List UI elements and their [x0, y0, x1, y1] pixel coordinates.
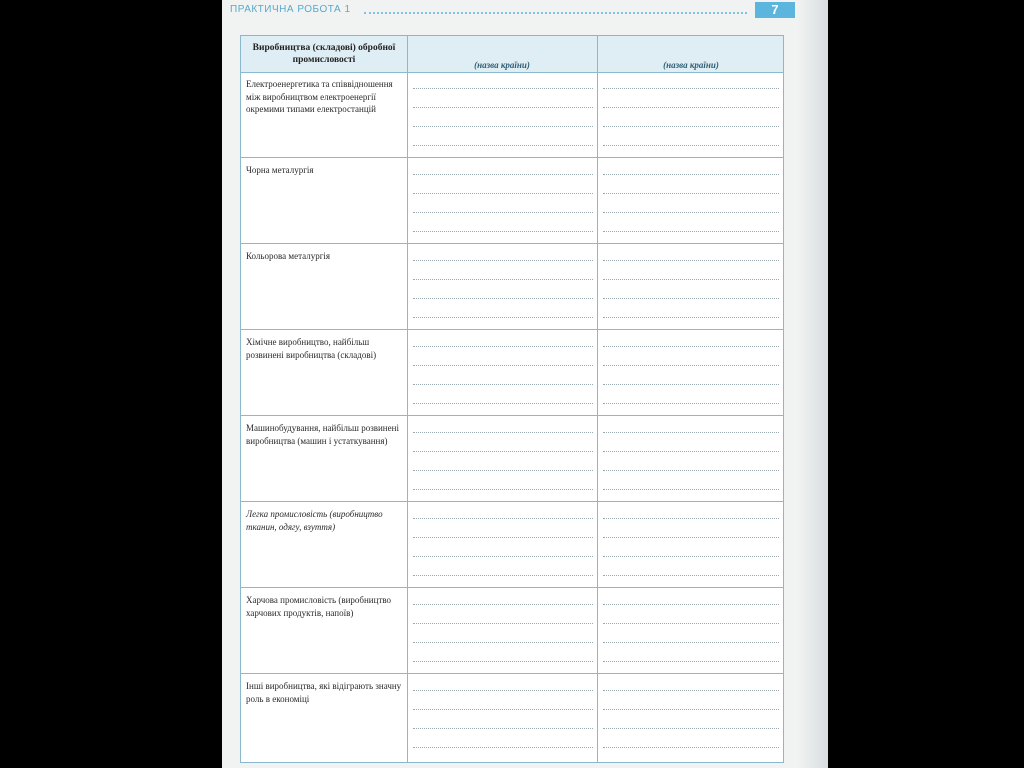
answer-line-country-1[interactable] — [413, 518, 593, 519]
answer-line-country-1[interactable] — [413, 728, 593, 729]
answer-line-country-2[interactable] — [603, 556, 779, 557]
answer-line-country-2[interactable] — [603, 518, 779, 519]
table-row — [241, 416, 783, 502]
answer-line-country-1[interactable] — [413, 279, 593, 280]
answer-line-country-1[interactable] — [413, 365, 593, 366]
answer-line-country-1[interactable] — [413, 126, 593, 127]
answer-line-country-2[interactable] — [603, 604, 779, 605]
answer-line-country-2[interactable] — [603, 575, 779, 576]
answer-line-country-1[interactable] — [413, 623, 593, 624]
answer-line-country-1[interactable] — [413, 403, 593, 404]
answer-line-country-2[interactable] — [603, 470, 779, 471]
answer-line-country-1[interactable] — [413, 212, 593, 213]
answer-line-country-1[interactable] — [413, 231, 593, 232]
header-dotted-rule — [364, 6, 747, 14]
answer-line-country-1[interactable] — [413, 384, 593, 385]
row-label: Машинобудування, найбільш розвинені виробництва (машин і устаткування) — [246, 423, 399, 446]
answer-line-country-2[interactable] — [603, 537, 779, 538]
answer-line-country-2[interactable] — [603, 384, 779, 385]
header-cell-industries: Виробництва (складові) обробної промисловості — [252, 43, 396, 65]
table-row — [241, 244, 783, 330]
answer-line-country-2[interactable] — [603, 107, 779, 108]
answer-line-country-2[interactable] — [603, 88, 779, 89]
row-label: Харчова промисловість (виробництво харчових продуктів, напоїв) — [246, 595, 392, 618]
answer-line-country-1[interactable] — [413, 470, 593, 471]
answer-line-country-1[interactable] — [413, 88, 593, 89]
table-row — [241, 674, 783, 762]
answer-line-country-2[interactable] — [603, 260, 779, 261]
industry-comparison-table — [240, 35, 784, 763]
answer-line-country-2[interactable] — [603, 317, 779, 318]
table-row — [241, 330, 783, 416]
answer-line-country-2[interactable] — [603, 623, 779, 624]
table-row — [241, 588, 783, 674]
section-title: ПРАКТИЧНА РОБОТА 1 — [230, 4, 351, 15]
answer-line-country-2[interactable] — [603, 489, 779, 490]
answer-line-country-2[interactable] — [603, 709, 779, 710]
answer-line-country-1[interactable] — [413, 661, 593, 662]
answer-line-country-2[interactable] — [603, 193, 779, 194]
answer-line-country-1[interactable] — [413, 260, 593, 261]
answer-line-country-2[interactable] — [603, 231, 779, 232]
answer-line-country-2[interactable] — [603, 747, 779, 748]
table-row — [241, 158, 783, 244]
answer-line-country-1[interactable] — [413, 575, 593, 576]
answer-line-country-2[interactable] — [603, 642, 779, 643]
answer-line-country-1[interactable] — [413, 537, 593, 538]
answer-line-country-1[interactable] — [413, 642, 593, 643]
answer-line-country-1[interactable] — [413, 709, 593, 710]
header-cell-country-2: (назва країни) — [663, 60, 719, 70]
answer-line-country-2[interactable] — [603, 661, 779, 662]
answer-line-country-2[interactable] — [603, 728, 779, 729]
page-number: 7 — [755, 2, 795, 18]
answer-line-country-2[interactable] — [603, 690, 779, 691]
row-label: Інші виробництва, які відіграють значну роль в економіці — [246, 681, 402, 704]
answer-line-country-2[interactable] — [603, 126, 779, 127]
answer-line-country-2[interactable] — [603, 279, 779, 280]
answer-line-country-1[interactable] — [413, 145, 593, 146]
workbook-page — [222, 0, 828, 768]
answer-line-country-2[interactable] — [603, 298, 779, 299]
row-label: Легка промисловість (виробництво тканин, одягу, взуття) — [246, 509, 383, 532]
answer-line-country-2[interactable] — [603, 403, 779, 404]
answer-line-country-2[interactable] — [603, 432, 779, 433]
answer-line-country-1[interactable] — [413, 317, 593, 318]
row-label: Чорна металургія — [246, 165, 314, 175]
answer-line-country-2[interactable] — [603, 174, 779, 175]
row-label: Хімічне виробництво, найбільш розвинені виробництва (складові) — [246, 337, 377, 360]
answer-line-country-1[interactable] — [413, 346, 593, 347]
answer-line-country-1[interactable] — [413, 107, 593, 108]
answer-line-country-1[interactable] — [413, 604, 593, 605]
answer-line-country-1[interactable] — [413, 432, 593, 433]
table-row — [241, 72, 783, 158]
header-cell-country-1: (назва країни) — [474, 60, 530, 70]
answer-line-country-1[interactable] — [413, 556, 593, 557]
table-header-row — [241, 36, 783, 73]
answer-line-country-2[interactable] — [603, 212, 779, 213]
answer-line-country-2[interactable] — [603, 346, 779, 347]
row-label: Кольорова металургія — [246, 251, 331, 261]
answer-line-country-1[interactable] — [413, 193, 593, 194]
answer-line-country-1[interactable] — [413, 298, 593, 299]
answer-line-country-1[interactable] — [413, 451, 593, 452]
answer-line-country-2[interactable] — [603, 145, 779, 146]
row-label: Електроенергетика та співвідношення між виробництвом електроенергії окремими типами електростанцій — [246, 79, 393, 114]
answer-line-country-2[interactable] — [603, 365, 779, 366]
answer-line-country-1[interactable] — [413, 489, 593, 490]
page-edge-shadow — [798, 0, 828, 768]
table-row — [241, 502, 783, 588]
page-header — [230, 2, 790, 20]
answer-line-country-1[interactable] — [413, 690, 593, 691]
answer-line-country-1[interactable] — [413, 174, 593, 175]
answer-line-country-2[interactable] — [603, 451, 779, 452]
answer-line-country-1[interactable] — [413, 747, 593, 748]
